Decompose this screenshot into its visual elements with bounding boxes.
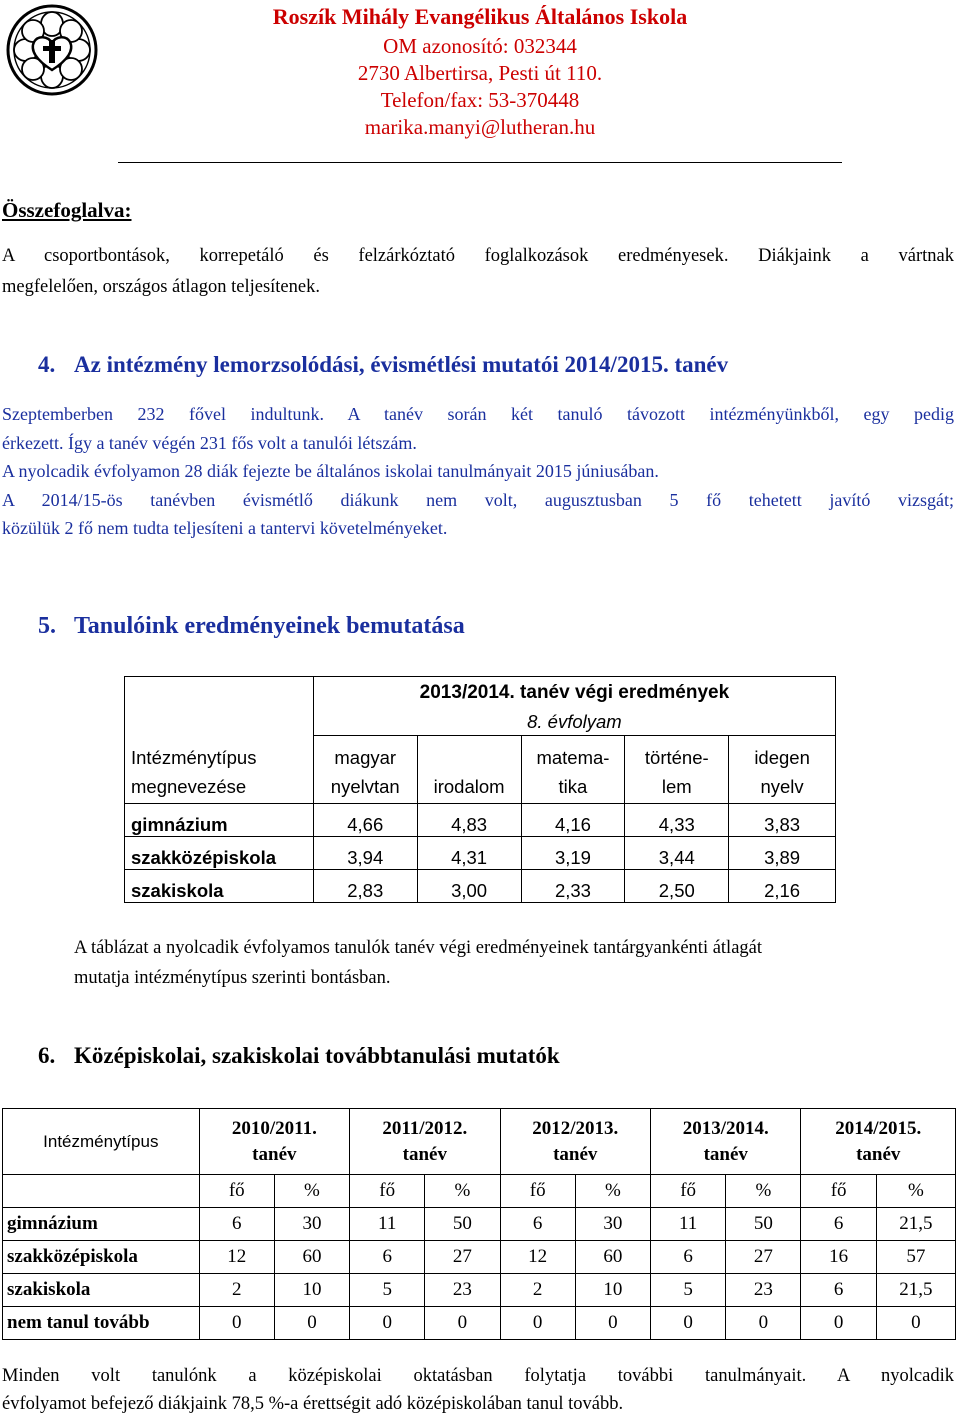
- section-5-number: 5.: [38, 613, 56, 639]
- table-cell: 6: [801, 1274, 876, 1307]
- year-header: 2014/2015. tanév: [801, 1109, 956, 1175]
- table-cell: 2,50: [625, 870, 729, 903]
- table-cell: 0: [575, 1307, 650, 1340]
- table-cell: 2: [199, 1274, 274, 1307]
- table-row: [125, 837, 836, 870]
- subject-header: idegen nyelv: [729, 736, 836, 804]
- table-cell: 0: [199, 1307, 274, 1340]
- section-4-title: Az intézmény lemorzsolódási, évismétlési mutatói 2014/2015. tanév: [74, 352, 729, 377]
- year-header: 2011/2012. tanév: [350, 1109, 500, 1175]
- table-cell: 10: [575, 1274, 650, 1307]
- table-cell: 2,33: [521, 870, 625, 903]
- school-address: 2730 Albertirsa, Pesti út 110.: [357, 61, 603, 85]
- table-cell: 21,5: [876, 1208, 955, 1241]
- section-5-title: Tanulóink eredményeinek bemutatása: [74, 613, 465, 639]
- table-row: [3, 1307, 956, 1340]
- school-phone: Telefon/fax: 53-370448: [380, 88, 580, 112]
- table-row: [3, 1208, 956, 1241]
- year-header: 2012/2013. tanév: [500, 1109, 650, 1175]
- table-cell: 6: [350, 1241, 425, 1274]
- table-cell: 60: [575, 1241, 650, 1274]
- table-cell: 3,89: [729, 837, 836, 870]
- section-4-heading: [38, 352, 728, 378]
- table-cell: 2: [500, 1274, 575, 1307]
- table-cell: 30: [274, 1208, 349, 1241]
- table-cell: 12: [500, 1241, 575, 1274]
- unit-header: fő: [500, 1175, 575, 1208]
- table-cell: 4,16: [521, 804, 625, 837]
- table-cell: 4,31: [417, 837, 521, 870]
- table-cell: 0: [500, 1307, 575, 1340]
- row-label: nem tanul tovább: [3, 1307, 200, 1340]
- table-cell: 0: [425, 1307, 500, 1340]
- subject-header: történe- lem: [625, 736, 729, 804]
- unit-header: %: [274, 1175, 349, 1208]
- unit-header: fő: [651, 1175, 726, 1208]
- unit-row-label: [3, 1175, 200, 1208]
- section-4-number: 4.: [38, 352, 56, 377]
- table-cell: 30: [575, 1208, 650, 1241]
- table-row: [125, 804, 836, 837]
- school-email: marika.manyi@lutheran.hu: [364, 115, 596, 139]
- section-6-heading: [38, 1043, 560, 1069]
- table-cell: 50: [425, 1208, 500, 1241]
- results-note: [74, 933, 958, 993]
- table-row: [125, 870, 836, 903]
- unit-header: %: [575, 1175, 650, 1208]
- table-cell: 27: [425, 1241, 500, 1274]
- table-row: [3, 1241, 956, 1274]
- unit-header: fő: [199, 1175, 274, 1208]
- unit-header: fő: [350, 1175, 425, 1208]
- section-4-paragraph: [2, 400, 954, 543]
- subject-header: magyar nyelvtan: [313, 736, 417, 804]
- table-row: [3, 1274, 956, 1307]
- summary-paragraph: [2, 241, 954, 303]
- section-6-number: 6.: [38, 1043, 56, 1068]
- table-cell: 12: [199, 1241, 274, 1274]
- type-label-line-2: megnevezése: [131, 776, 247, 797]
- subject-header: matema- tika: [521, 736, 625, 804]
- om-id: OM azonosító: 032344: [383, 34, 577, 58]
- section-4-line: érkezett. Így a tanév végén 231 fős volt a tanulói létszám.: [2, 432, 417, 453]
- results-table: [124, 676, 836, 903]
- table-cell: 0: [801, 1307, 876, 1340]
- unit-header: fő: [801, 1175, 876, 1208]
- table-cell: 6: [500, 1208, 575, 1241]
- table-cell: 50: [726, 1208, 801, 1241]
- subject-header: irodalom: [417, 736, 521, 804]
- table-cell: 0: [651, 1307, 726, 1340]
- table-cell: 5: [651, 1274, 726, 1307]
- further-study-table: [2, 1108, 956, 1340]
- table-cell: 23: [726, 1274, 801, 1307]
- section-4-line: Szeptemberben 232 fővel indultunk. A tanév során két tanuló távozott intézményünkből, egy pedig: [2, 404, 954, 424]
- table-cell: 6: [801, 1208, 876, 1241]
- table-cell: 6: [199, 1208, 274, 1241]
- table-cell: 21,5: [876, 1274, 955, 1307]
- table-cell: 6: [651, 1241, 726, 1274]
- table-cell: 4,83: [417, 804, 521, 837]
- school-name: Roszík Mihály Evangélikus Általános Iskola: [272, 4, 688, 29]
- table-cell: 4,33: [625, 804, 729, 837]
- note-line: A táblázat a nyolcadik évfolyamos tanulók tanév végi eredményeinek tantárgyankénti átlagát: [74, 938, 763, 958]
- section-4-line: A nyolcadik évfolyamon 28 diák fejezte be általános iskolai tanulmányait 2015 júniusában.: [2, 461, 659, 481]
- section-4-line: közülük 2 fő nem tudta teljesíteni a tantervi követelményeket.: [2, 518, 448, 538]
- results-grade: 8. évfolyam: [313, 710, 835, 736]
- final-paragraph: [2, 1362, 954, 1418]
- table-cell: 60: [274, 1241, 349, 1274]
- unit-header: %: [425, 1175, 500, 1208]
- unit-header: %: [876, 1175, 955, 1208]
- row-label: gimnázium: [3, 1208, 200, 1241]
- header-divider: [118, 162, 842, 163]
- table-cell: 16: [801, 1241, 876, 1274]
- table-cell: 11: [350, 1208, 425, 1241]
- table-cell: 2,16: [729, 870, 836, 903]
- row-label: szakközépiskola: [3, 1241, 200, 1274]
- table-cell: 3,83: [729, 804, 836, 837]
- summary-title: Összefoglalva:: [2, 198, 132, 222]
- table-cell: 27: [726, 1241, 801, 1274]
- table-cell: 0: [350, 1307, 425, 1340]
- row-label: szakiskola: [125, 870, 314, 903]
- summary-line: megfelelően, országos átlagon teljesítenek.: [2, 277, 320, 297]
- section-6-title: Középiskolai, szakiskolai továbbtanulási mutatók: [74, 1043, 560, 1068]
- table-cell: 3,00: [417, 870, 521, 903]
- table-cell: 2,83: [313, 870, 417, 903]
- row-label: gimnázium: [125, 804, 314, 837]
- table-cell: 57: [876, 1241, 955, 1274]
- summary-line: A csoportbontások, korrepetáló és felzárkóztató foglalkozások eredményesek. Diákjaink a vártnak: [2, 246, 954, 266]
- results-corner: [125, 677, 314, 710]
- year-header: 2010/2011. tanév: [199, 1109, 349, 1175]
- table-cell: 23: [425, 1274, 500, 1307]
- final-line: évfolyamot befejező diákjaink 78,5 %-a érettségit adó középiskolában tanul tovább.: [2, 1394, 624, 1414]
- results-type-header: [125, 736, 314, 804]
- final-line: Minden volt tanulónk a középiskolai oktatásban folytatja további tanulmányait. A nyolcadik: [2, 1366, 954, 1386]
- type-header: Intézménytípus: [3, 1109, 200, 1175]
- table-cell: 0: [876, 1307, 955, 1340]
- table-cell: 0: [726, 1307, 801, 1340]
- table-cell: 0: [274, 1307, 349, 1340]
- type-label-line-1: Intézménytípus: [131, 747, 257, 768]
- year-header: 2013/2014. tanév: [651, 1109, 801, 1175]
- table-cell: 11: [651, 1208, 726, 1241]
- table-cell: 4,66: [313, 804, 417, 837]
- table-cell: 10: [274, 1274, 349, 1307]
- section-4-line: A 2014/15-ös tanévben évismétlő diákunk nem volt, augusztusban 5 fő tehetett javító vizsgát;: [2, 489, 954, 510]
- table-cell: 3,19: [521, 837, 625, 870]
- unit-header: %: [726, 1175, 801, 1208]
- unit-row: [3, 1175, 956, 1208]
- section-5-heading: [38, 613, 465, 640]
- row-label: szakiskola: [3, 1274, 200, 1307]
- table-cell: 3,44: [625, 837, 729, 870]
- table-cell: 5: [350, 1274, 425, 1307]
- row-label: szakközépiskola: [125, 837, 314, 870]
- results-corner-mid: [125, 710, 314, 736]
- results-group-header: 2013/2014. tanév végi eredmények: [313, 677, 835, 710]
- note-line: mutatja intézménytípus szerinti bontásban.: [74, 968, 391, 988]
- table-cell: 3,94: [313, 837, 417, 870]
